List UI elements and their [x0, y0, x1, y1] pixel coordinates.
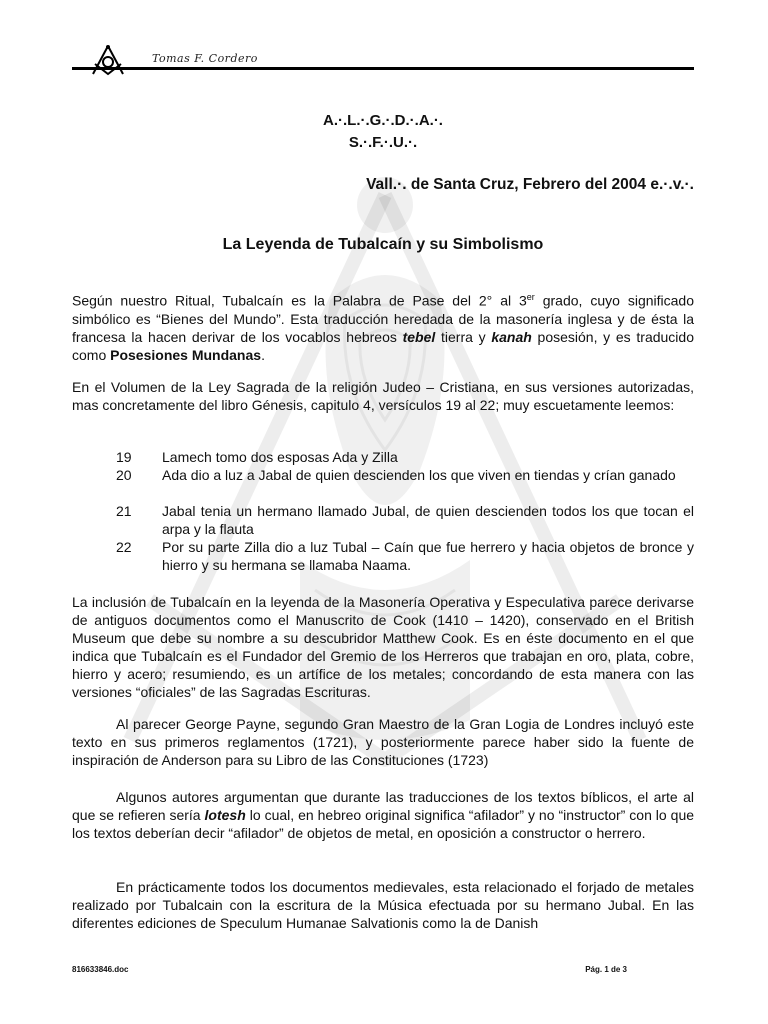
paragraph-6: [72, 878, 694, 932]
p6-text: En prácticamente todos los documentos medievales, esta relacionado el forjado de metales realizado por Tubalcain con la escritura de la Música efectuada por su hermano Jubal. En las diferentes ediciones de Speculum Humanae Salvationis como la de Danish: [72, 879, 694, 931]
verse-item: [72, 448, 694, 466]
p1-text-c: tierra y: [435, 328, 492, 345]
p1-text-b: grado, cuyo significado simbólico es “Bienes del Mundo”. Esta traducción heredada de la masonería inglesa y de ésta la francesa la hacen derivar de los vocablos hebreos: [72, 292, 694, 345]
p1-hebrew-word-2: kanah: [491, 328, 532, 345]
verse-text: Por su parte Zilla dio a luz Tubal – Caín que fue herrero y hacia objetos de bronce y hierro y su hermana se llamaba Naama.: [162, 539, 694, 573]
verse-text: Jabal tenia un hermano llamado Jubal, de quien descienden todos los que tocan el arpa y la flauta: [162, 503, 694, 537]
abbreviation-line-1: A.·.L.·.G.·.D.·.A.·.: [323, 112, 443, 129]
document-title: La Leyenda de Tubalcaín y su Simbolismo: [222, 236, 544, 253]
verse-text: Ada dio a luz a Jabal de quien descienden los que viven en tiendas y crían ganado: [162, 467, 676, 483]
header-divider: [72, 67, 694, 70]
verse-item: [72, 466, 694, 502]
verse-text: Lamech tomo dos esposas Ada y Zilla: [162, 449, 398, 465]
p5-text-b: lo cual, en hebreo original significa “afilador” y no “instructor” con lo que los textos deberían decir “afilador” de objetos de metal, en oposición a constructor o herrero.: [72, 807, 695, 841]
paragraph-1: [72, 288, 694, 364]
p5-text-a: Algunos autores argumentan que durante las traducciones de los textos bíblicos, el arte al que se refieren sería: [72, 789, 694, 823]
p1-text-a: Según nuestro Ritual, Tubalcaín es la Palabra de Pase del 2° al 3: [72, 292, 527, 309]
abbreviation-line-2: S.·.F.·.U.·.: [348, 134, 418, 151]
verse-number: 19: [116, 449, 132, 465]
p5-hebrew-word: lotesh: [204, 807, 246, 823]
paragraph-3: La inclusión de Tubalcaín en la leyenda de la Masonería Operativa y Especulativa parece derivarse de antiguos documentos como el Manuscrito de Cook (1410 – 1420), conservado en el British Museum que debe su nombre a su descubridor Matthew Cook. Es en éste documento en el que indica que Tubalcaín es el Fundador del Gremio de los Herreros que trabajan en oro, plata, cobre, hierro y acero; resumiendo, es un artífice de los metales; concordando de esta manera con las versiones “oficiales” de las Sagradas Escrituras.: [72, 594, 694, 700]
p4-text: Al parecer George Payne, segundo Gran Maestro de la Gran Logia de Londres incluyó este texto en sus primeros reglamentos (1721), y posteriormente parece haber sido la fuente de inspiración de Anderson para su Libro de las Constituciones (1723): [72, 716, 694, 768]
square-compass-icon: [89, 44, 127, 78]
paragraph-4: [72, 715, 694, 769]
author-name: Tomas F. Cordero: [152, 52, 258, 65]
verse-number: 22: [116, 539, 132, 555]
p1-superscript: er: [526, 292, 535, 302]
dateline: Vall.·. de Santa Cruz, Febrero del 2004 e.·.v.·.: [366, 176, 694, 193]
p1-text-e: .: [261, 346, 265, 363]
verse-item: [72, 502, 694, 538]
verse-number: 21: [116, 503, 132, 519]
verse-number: 20: [116, 467, 132, 483]
footer-page-number: Pág. 1 de 3: [585, 965, 627, 974]
p1-bold-phrase: Posesiones Mundanas: [110, 346, 262, 363]
verse-item: [72, 538, 694, 574]
paragraph-2: En el Volumen de la Ley Sagrada de la religión Judeo – Cristiana, en sus versiones autorizadas, mas concretamente del libro Génesis, capitulo 4, versículos 19 al 22; muy escuetamente leemos:: [72, 379, 694, 413]
footer-filename: 816633846.doc: [72, 965, 129, 974]
p1-text-d: posesión, y es traducido como: [72, 328, 694, 363]
p1-hebrew-word-1: tebel: [402, 328, 436, 345]
paragraph-5: [72, 788, 694, 842]
